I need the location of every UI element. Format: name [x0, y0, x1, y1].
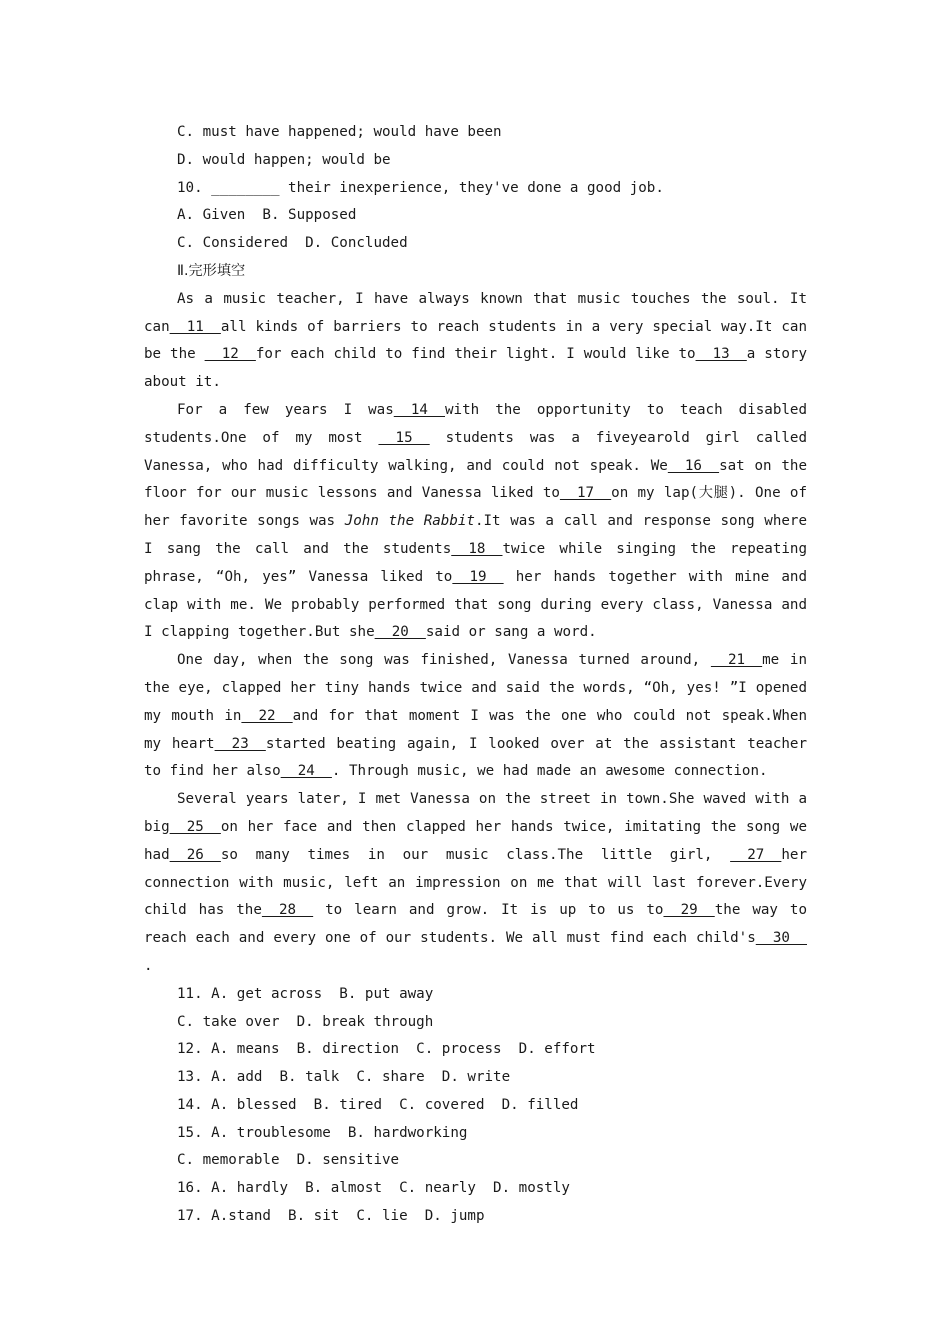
blank-28: 28 — [261, 902, 314, 919]
passage-paragraph-4 — [144, 786, 807, 981]
option-line: 17. A.stand B. sit C. lie D. jump — [177, 1208, 485, 1225]
section-heading: Ⅱ.完形填空 — [177, 262, 246, 279]
passage-text: me in the eye, clapped her tiny hands twice and said the words, “Oh, yes! ”I opened my mouth in — [144, 652, 807, 724]
option-line: C. take over D. break through — [177, 1013, 434, 1030]
blank-16: 16 — [667, 457, 720, 474]
blank-27: 27 — [730, 846, 782, 863]
option-line: C. memorable D. sensitive — [177, 1152, 400, 1169]
blank-26: 26 — [169, 846, 221, 863]
song-title: John the Rabbit — [344, 513, 475, 530]
blank-20: 20 — [374, 624, 426, 641]
passage-text: and for that moment I was the one who could not speak.When my heart — [144, 707, 807, 752]
passage-text: for each child to find their light. I would like to — [255, 346, 696, 363]
blank-29: 29 — [663, 902, 715, 919]
blank-14: 14 — [393, 401, 446, 418]
blank-23: 23 — [214, 735, 266, 752]
passage-text: sat on the floor for our music lessons and Vanessa liked to — [144, 457, 807, 502]
blank-25: 25 — [169, 818, 221, 835]
blank-12: 12 — [204, 346, 256, 363]
passage-paragraph-3 — [144, 647, 807, 786]
document-page — [144, 119, 807, 1231]
option-line: C. Considered D. Concluded — [177, 235, 408, 252]
passage-text: the way to reach each and every one of our students. We all must find each child's — [144, 902, 808, 947]
passage-text: .It was a call and response song where I sang the call and the students — [144, 513, 807, 557]
passage-text: For a few years I was — [177, 401, 394, 418]
passage-text: Several years later, I met Vanessa on the street in town.She waved with a big — [144, 791, 807, 835]
blank-21: 21 — [710, 652, 763, 669]
passage-text: with the opportunity to teach disabled students.One of my most — [144, 401, 807, 446]
blank-30: 30 — [755, 930, 807, 947]
option-line: C. must have happened; would have been — [177, 124, 502, 140]
passage-text: . Through music, we had made an awesome connection. — [331, 763, 768, 780]
passage-text: said or sang a word. — [425, 624, 597, 641]
blank-19: 19 — [452, 568, 504, 585]
passage-text: . — [144, 957, 153, 974]
option-line: 11. A. get across B. put away — [177, 985, 434, 1002]
option-line: A. Given B. Supposed — [177, 207, 357, 224]
option-line: 16. A. hardly B. almost C. nearly D. mostly — [177, 1180, 570, 1197]
passage-text: on her face and then clapped her hands twice, imitating the song we had — [144, 818, 807, 863]
passage-text: One day, when the song was finished, Vanessa turned around, — [177, 652, 711, 669]
passage-text: a story about it. — [144, 346, 807, 391]
option-line: 15. A. troublesome B. hardworking — [177, 1124, 468, 1141]
blank-11: 11 — [169, 318, 221, 335]
passage-text: so many times in our music class.The little girl, — [220, 846, 731, 863]
blank-17: 17 — [559, 485, 612, 502]
passage-text: her hands together with mine and clap with me. We probably performed that song during every class, Vanessa and I clapping together.But she — [144, 568, 808, 641]
option-line: D. would happen; would be — [177, 151, 391, 168]
passage-text: on my lap(大腿). One of her favorite songs was — [144, 485, 807, 530]
passage-text: students was a fiveyearold girl called Vanessa, who had difficulty walking, and could not speak. We — [144, 429, 808, 474]
blank-13: 13 — [695, 346, 747, 363]
option-line: 12. A. means B. direction C. process D. effort — [177, 1041, 596, 1058]
passage-text: started beating again, I looked over at the assistant teacher to find her also — [144, 735, 807, 780]
blank-22: 22 — [241, 707, 293, 724]
passage-text: As a music teacher, I have always known that music touches the soul. It can — [144, 290, 807, 335]
option-line: 13. A. add B. talk C. share D. write — [177, 1069, 511, 1086]
blank-15: 15 — [378, 429, 430, 446]
passage-paragraph-1 — [144, 286, 807, 397]
passage-text: to learn and grow. It is up to us to — [313, 902, 664, 919]
question-line: 10. ________ their inexperience, they've done a good job. — [177, 179, 664, 196]
option-line: 14. A. blessed B. tired C. covered D. filled — [177, 1096, 579, 1113]
blank-18: 18 — [451, 540, 503, 557]
passage-text: her connection with music, left an impression on me that will last forever.Every child has the — [144, 846, 807, 919]
passage-text: twice while singing the repeating phrase, “Oh, yes” Vanessa liked to — [144, 540, 807, 585]
passage-text: all kinds of barriers to reach students in a very special way.It can be the — [144, 318, 807, 363]
blank-24: 24 — [280, 763, 332, 780]
passage-paragraph-2 — [144, 397, 807, 647]
